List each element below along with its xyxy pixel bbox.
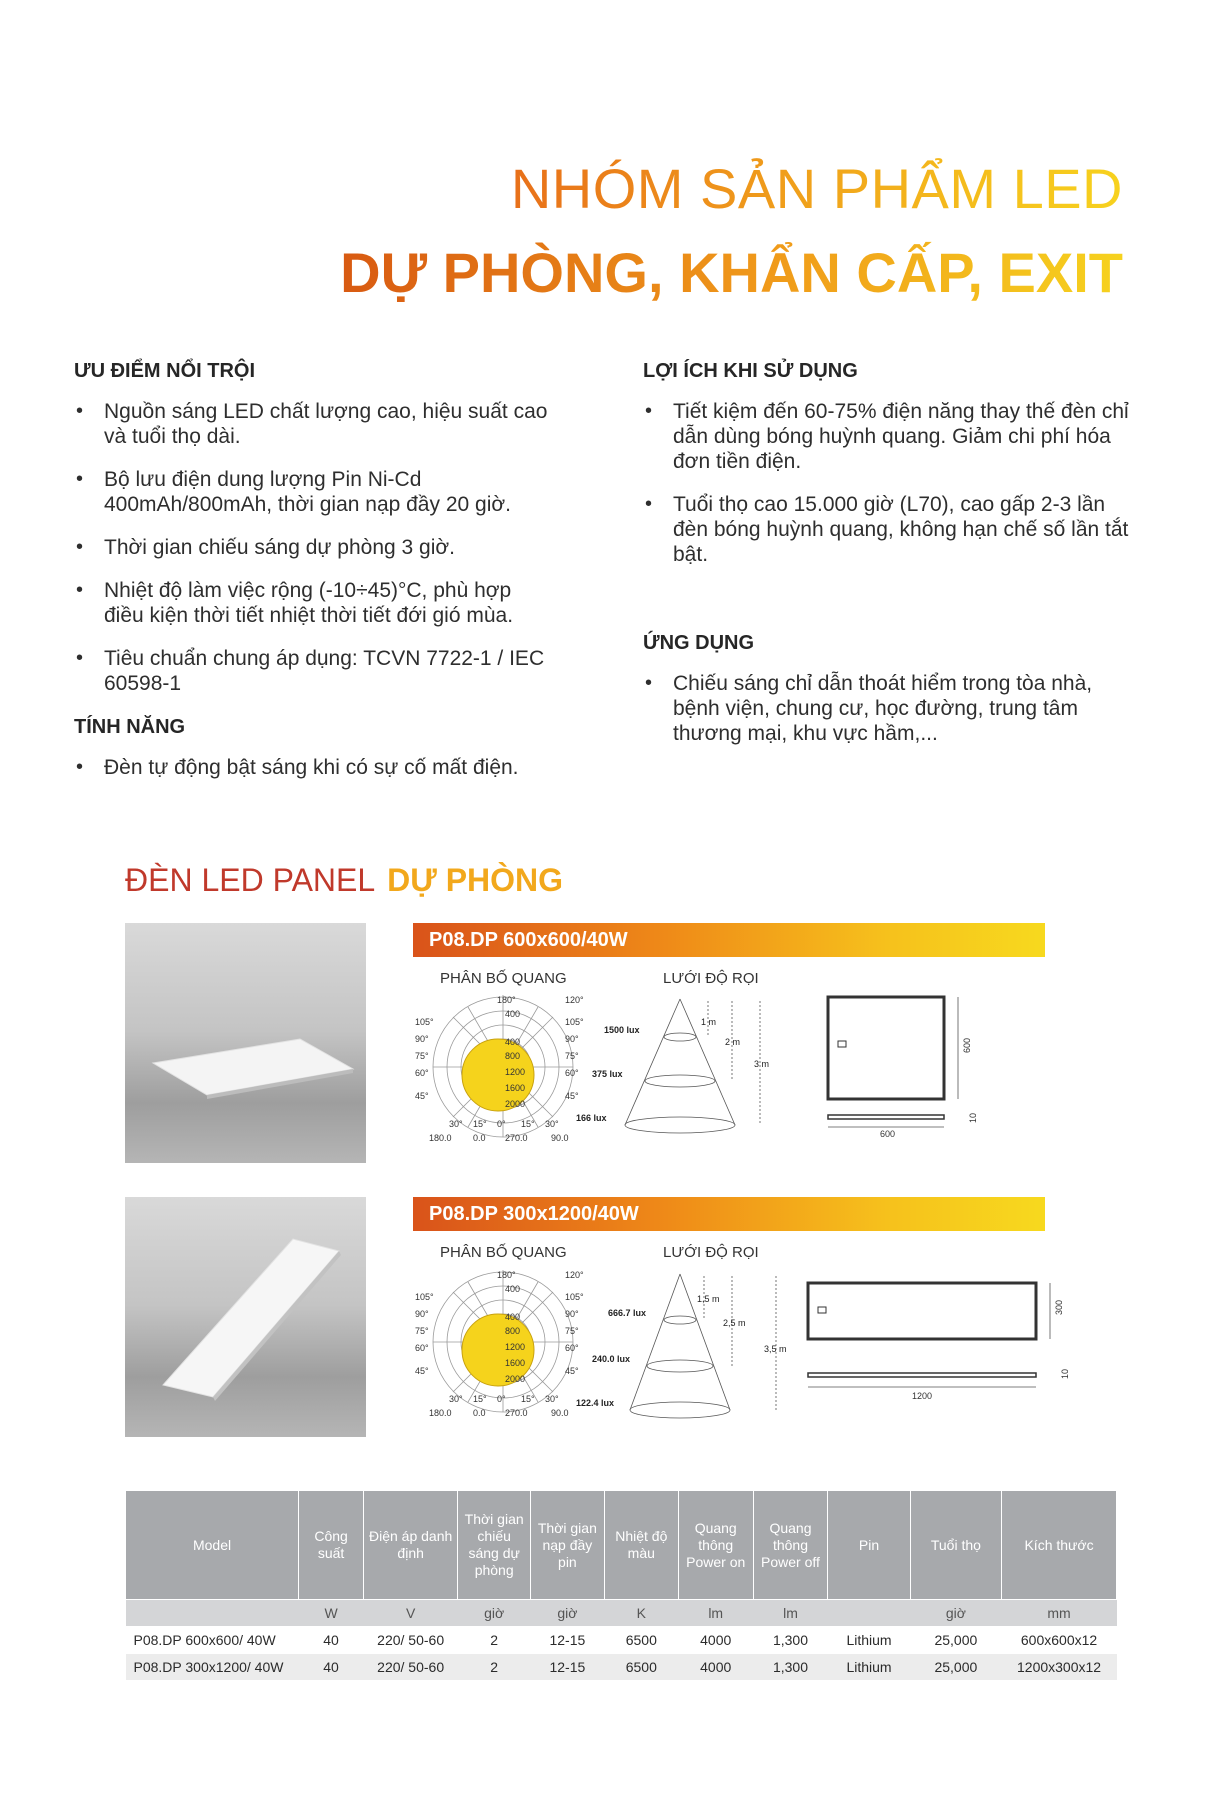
advantages-section [74,360,554,714]
table-cell: 40 [299,1654,364,1681]
applications-heading: ỨNG DỤNG [643,632,755,654]
polar-angle: 75° [565,1051,579,1061]
lux-value: 666.7 lux [608,1308,647,1318]
table-row [126,1654,1117,1681]
table-units-row [126,1600,1117,1627]
polar-angle: 90° [565,1034,579,1044]
dim-height: 600 [962,1037,972,1053]
lux-value: 240.0 lux [592,1354,631,1364]
section-title [125,862,563,899]
col-backup-time: Thời gian chiếu sáng dự phòng [458,1491,531,1600]
col-voltage: Điện áp danh định [364,1491,458,1600]
table-row [126,1627,1117,1654]
col-model: Model [126,1491,299,1600]
polar-bottom: 15° [521,1119,535,1129]
table-cell: 1200x300x12 [1002,1654,1117,1681]
polar-ring: 400 [505,1284,521,1294]
table-cell: 4000 [678,1627,753,1654]
polar-angle: 90° [565,1309,579,1319]
polar-bottom: 0° [497,1394,506,1404]
title-line-1: NHÓM SẢN PHẨM LED [510,157,1123,220]
applications-list [643,671,1129,746]
polar-diagram-2 [413,1270,593,1430]
polar-legend: 270.0 [505,1408,528,1418]
polar-ring: 1600 [505,1083,526,1093]
polar-bottom: 15° [473,1394,487,1404]
col-size: Kích thước [1002,1491,1117,1600]
distance-value: 2 m [725,1037,741,1047]
table-cell: 220/ 50-60 [364,1627,458,1654]
polar-legend: 0.0 [473,1133,486,1143]
col-color-temp: Nhiệt độ màu [604,1491,678,1600]
polar-angle: 45° [565,1091,579,1101]
col-power: Công suất [299,1491,364,1600]
product-bar-2: P08.DP 300x1200/40W [413,1197,1045,1231]
polar-legend: 90.0 [551,1133,569,1143]
table-cell: 6500 [604,1654,678,1681]
product-photo-2 [125,1197,366,1437]
dim-thickness: 10 [968,1112,978,1123]
distance-value: 2,5 m [723,1318,746,1328]
section-title-main: ĐÈN LED PANEL [125,862,376,898]
list-item: • Nhiệt độ làm việc rộng (-10÷45)°C, phù hợp điều kiện thời tiết nhiệt thời tiết đới gió mùa. [74,578,554,628]
illuminance-cone-1 [576,995,795,1155]
distance-value: 1 m [701,1017,717,1027]
polar-bottom: 30° [545,1119,559,1129]
polar-bottom: 0° [497,1119,506,1129]
polar-ring: 400 [505,1009,521,1019]
unit-cell: mm [1002,1600,1117,1627]
col-charge-time: Thời gian nạp đầy pin [531,1491,605,1600]
product-bar-1: P08.DP 600x600/40W [413,923,1045,957]
table-cell: 25,000 [910,1627,1001,1654]
table-cell: P08.DP 300x1200/ 40W [126,1654,299,1681]
list-item: • Tiết kiệm đến 60-75% điện năng thay thế đèn chỉ dẫn dùng bóng huỳnh quang. Giảm chi phí hóa đơn tiền điện. [643,399,1129,474]
list-item: • Tiêu chuẩn chung áp dụng: TCVN 7722-1 / IEC 60598-1 [74,646,554,696]
distance-value: 1,5 m [697,1294,720,1304]
features-section [74,716,554,798]
table-cell: 2 [458,1627,531,1654]
features-heading: TÍNH NĂNG [74,716,186,738]
distribution-label: PHÂN BỐ QUANG [440,1244,567,1261]
unit-cell: giờ [531,1600,605,1627]
table-cell: Lithium [828,1654,910,1681]
advantages-heading: ƯU ĐIỂM NỔI TRỘI [74,360,256,382]
illuminance-cone-2 [576,1270,795,1430]
features-list [74,755,554,780]
table-cell: 4000 [678,1654,753,1681]
polar-bottom: 30° [545,1394,559,1404]
unit-cell [126,1600,299,1627]
list-item: • Chiếu sáng chỉ dẫn thoát hiểm trong tòa nhà, bệnh viện, chung cư, học đường, trung tâm thương mại, khu vực hầm,... [643,671,1129,746]
lux-value: 1500 lux [604,1025,640,1035]
title-line-2: DỰ PHÒNG, KHẨN CẤP, EXIT [340,241,1123,304]
unit-cell: W [299,1600,364,1627]
distance-value: 3,5 m [764,1344,787,1354]
table-cell: 6500 [604,1627,678,1654]
polar-angle: 45° [415,1091,429,1101]
list-item: • Thời gian chiếu sáng dự phòng 3 giờ. [74,535,554,560]
polar-bottom: 30° [449,1394,463,1404]
table-cell: 12-15 [531,1627,605,1654]
polar-bottom: 15° [521,1394,535,1404]
polar-angle: 120° [565,1270,584,1280]
polar-legend: 90.0 [551,1408,569,1418]
polar-angle: 60° [565,1068,579,1078]
polar-diagram-1 [413,995,593,1155]
dimension-drawing-2 [800,1275,1090,1415]
table-cell: 25,000 [910,1654,1001,1681]
advantages-list [74,399,554,696]
polar-ring: 1600 [505,1358,526,1368]
table-cell: 1,300 [753,1654,828,1681]
col-flux-off: Quang thông Power off [753,1491,828,1600]
dim-height: 300 [1054,1299,1064,1315]
panel-image-icon [125,923,366,1163]
polar-ring: 2000 [505,1374,526,1384]
unit-cell [828,1600,910,1627]
list-item: • Đèn tự động bật sáng khi có sự cố mất điện. [74,755,554,780]
polar-legend: 180.0 [429,1133,452,1143]
lux-value: 166 lux [576,1113,607,1123]
polar-angle: 105° [415,1017,434,1027]
col-battery: Pin [828,1491,910,1600]
unit-cell: K [604,1600,678,1627]
polar-angle: 90° [415,1034,429,1044]
polar-ring: 800 [505,1051,521,1061]
polar-ring: 800 [505,1326,521,1336]
grid-label: LƯỚI ĐỘ RỌI [663,1244,759,1261]
polar-angle: 120° [565,995,584,1005]
polar-legend: 270.0 [505,1133,528,1143]
polar-angle: 60° [565,1343,579,1353]
polar-angle: 90° [415,1309,429,1319]
table-cell: Lithium [828,1627,910,1654]
polar-legend: 180.0 [429,1408,452,1418]
distribution-label: PHÂN BỐ QUANG [440,970,567,987]
polar-ring: 1200 [505,1067,526,1077]
benefits-list [643,399,1129,567]
polar-angle: 45° [415,1366,429,1376]
polar-angle: 75° [565,1326,579,1336]
benefits-section [643,360,1129,585]
spec-table [125,1490,1117,1681]
table-header-row [126,1491,1117,1600]
dim-width: 600 [880,1129,896,1139]
list-item: • Tuổi thọ cao 15.000 giờ (L70), cao gấp 2-3 lần đèn bóng huỳnh quang, không hạn chế số lần tắt bật. [643,492,1129,567]
polar-ring: 400 [505,1037,521,1047]
polar-top-label: 180° [497,1270,516,1280]
unit-cell: giờ [458,1600,531,1627]
lux-value: 122.4 lux [576,1398,615,1408]
polar-angle: 105° [565,1292,584,1302]
section-title-accent: DỰ PHÒNG [387,862,564,898]
polar-angle: 105° [415,1292,434,1302]
polar-angle: 75° [415,1326,429,1336]
polar-angle: 75° [415,1051,429,1061]
applications-section [643,632,1129,764]
polar-angle: 60° [415,1068,429,1078]
col-lifetime: Tuổi thọ [910,1491,1001,1600]
panel-image-icon [125,1197,366,1437]
polar-bottom: 30° [449,1119,463,1129]
table-cell: 1,300 [753,1627,828,1654]
polar-legend: 0.0 [473,1408,486,1418]
dim-thickness: 10 [1060,1368,1070,1379]
distance-value: 3 m [754,1059,770,1069]
polar-ring: 400 [505,1312,521,1322]
dim-width: 1200 [912,1391,933,1401]
polar-angle: 45° [565,1366,579,1376]
table-cell: 220/ 50-60 [364,1654,458,1681]
table-cell: 40 [299,1627,364,1654]
unit-cell: giờ [910,1600,1001,1627]
product-photo-1 [125,923,366,1163]
dimension-drawing-1 [820,995,985,1145]
lux-value: 375 lux [592,1069,623,1079]
polar-angle: 60° [415,1343,429,1353]
polar-ring: 2000 [505,1099,526,1109]
table-cell: 12-15 [531,1654,605,1681]
col-flux-on: Quang thông Power on [678,1491,753,1600]
table-cell: P08.DP 600x600/ 40W [126,1627,299,1654]
grid-label: LƯỚI ĐỘ RỌI [663,970,759,987]
unit-cell: V [364,1600,458,1627]
polar-bottom: 15° [473,1119,487,1129]
polar-top-label: 180° [497,995,516,1005]
benefits-heading: LỢI ÍCH KHI SỬ DỤNG [643,360,858,382]
unit-cell: lm [678,1600,753,1627]
polar-angle: 105° [565,1017,584,1027]
unit-cell: lm [753,1600,828,1627]
list-item: • Nguồn sáng LED chất lượng cao, hiệu suất cao và tuổi thọ dài. [74,399,554,449]
list-item: • Bộ lưu điện dung lượng Pin Ni-Cd 400mAh/800mAh, thời gian nạp đầy 20 giờ. [74,467,554,517]
table-cell: 600x600x12 [1002,1627,1117,1654]
polar-ring: 1200 [505,1342,526,1352]
table-cell: 2 [458,1654,531,1681]
